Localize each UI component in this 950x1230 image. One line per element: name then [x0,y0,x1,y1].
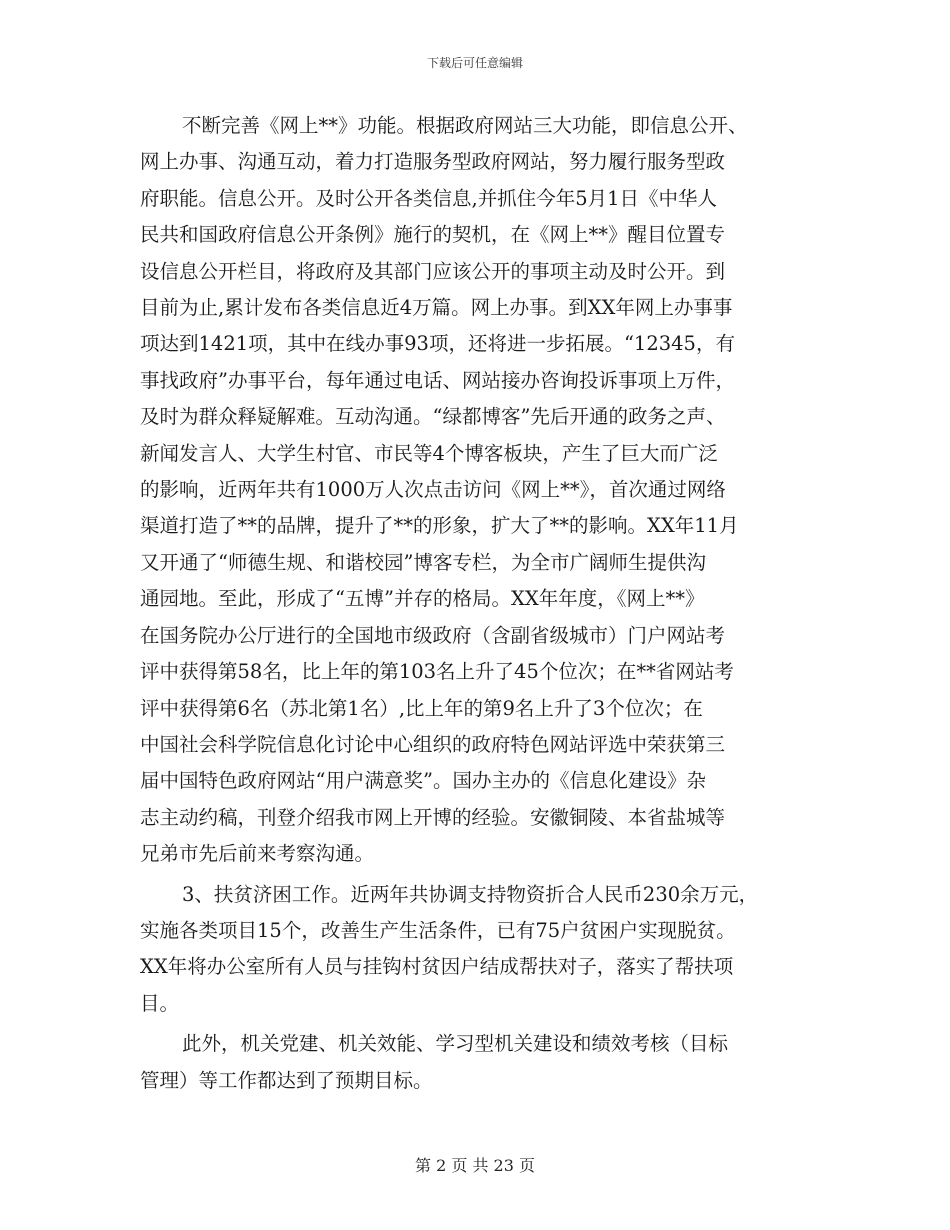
text-line: XX年将办公室所有人员与挂钩村贫因户结成帮扶对子，落实了帮扶项 [140,955,734,979]
text-line: 不断完善《网上**》功能。根据政府网站三大功能，即信息公开、 [182,114,748,137]
paragraph-poverty-relief [140,877,810,1023]
text-line: 评中获得第58名，比上年的第103名上升了45个位次；在**省网站考 [140,660,734,684]
text-line: 中国社会科学院信息化讨论中心组织的政府特色网站评选中荣获第三 [140,732,726,756]
paragraph-other-work [140,1026,810,1099]
text-line: 目。 [140,991,180,1015]
text-line: 及时为群众释疑解难。互动沟通。“绿都博客”先后开通的政务之声、 [140,405,726,429]
text-line: 项达到1421项，其中在线办事93项，还将进一步拓展。“12345，有 [140,332,735,356]
text-line: 志主动约稿，刊登介绍我市网上开博的经验。安徽铜陵、本省盐城等 [140,805,726,829]
page-number: 第 2 页 共 23 页 [415,1156,535,1175]
text-line: 在国务院办公厅进行的全国地市级政府（含副省级城市）门户网站考 [140,623,726,647]
text-line: 民共和国政府信息公开条例》施行的契机，在《网上**》醒目位置专 [140,223,726,247]
text-line: 3、扶贫济困工作。近两年共协调支持物资折合人民币230余万元， [182,882,759,906]
text-line: 此外，机关党建、机关效能、学习型机关建设和绩效考核（目标 [182,1032,729,1056]
text-line: 实施各类项目15个，改善生产生活条件，已有75户贫困户实现脱贫。 [140,918,736,942]
text-line: 管理）等工作都达到了预期目标。 [140,1068,433,1092]
text-line: 设信息公开栏目，将政府及其部门应该公开的事项主动及时公开。到 [140,259,726,283]
text-line: 的影响，近两年共有1000万人次点击访问《网上**》，首次通过网络 [140,478,726,502]
text-line: 兄弟市先后前来考察沟通。 [140,842,375,866]
text-line: 府职能。信息公开。及时公开各类信息,并抓住今年5月1日《中华人 [140,186,718,210]
text-line: 届中国特色政府网站“用户满意奖”。国办主办的《信息化建设》杂 [140,769,706,793]
page-header-note: 下载后可任意编辑 [426,56,523,70]
text-line: 新闻发言人、大学生村官、市民等4个博客板块，产生了巨大而广泛 [140,441,718,465]
document-body [140,108,810,1099]
text-line: 评中获得第6名（苏北第1名）,比上年的第9名上升了3个位次；在 [140,696,703,720]
text-line: 又开通了“师德生规、和谐校园”博客专栏，为全市广阔师生提供沟 [140,550,706,574]
text-line: 目前为止,累计发布各类信息近4万篇。网上办事。到XX年网上办事事 [140,296,733,320]
text-line: 事找政府”办事平台，每年通过电话、网站接办咨询投诉事项上万件， [140,368,735,392]
text-line: 渠道打造了**的品牌，提升了**的形象，扩大了**的影响。XX年11月 [140,514,739,538]
paragraph-website-functions [140,108,810,873]
text-line: 通园地。至此，形成了“五博”并存的格局。XX年年度，《网上**》 [140,587,705,611]
text-line: 网上办事、沟通互动，着力打造服务型政府网站，努力履行服务型政 [140,150,726,174]
